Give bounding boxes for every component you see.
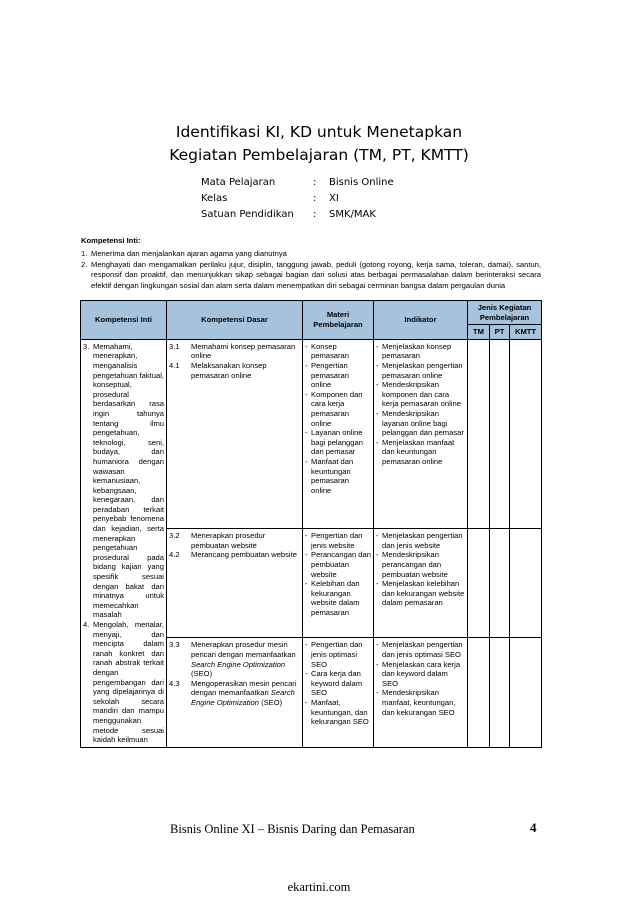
materi-item: - Pengertian pemasaran online <box>305 361 371 390</box>
indikator-text: Mendeskripsikan komponen dan cara kerja pemasaran online <box>382 380 461 409</box>
indikator-item: - Menjelaskan konsep pemasaran <box>376 342 465 361</box>
materi-text: Perancangan dan pembuatan website <box>311 550 371 579</box>
subject-meta <box>201 175 394 223</box>
materi-text: Manfaat, keuntungan, dan kekurangan SEO <box>311 698 369 727</box>
materi-item: - Manfaat dan keuntungan pemasaran online <box>305 457 371 495</box>
table-row <box>81 339 542 529</box>
kd-cell <box>167 529 303 638</box>
materi-text: Kelebihan dan kekurangan website dalam pemasaran <box>311 579 360 618</box>
materi-cell <box>303 638 374 747</box>
indikator-text: Menjelaskan konsep pemasaran <box>382 341 452 361</box>
title-line-2: Kegiatan Pembelajaran (TM, PT, KMTT) <box>169 146 469 164</box>
materi-cell <box>303 529 374 638</box>
indikator-item: - Menjelaskan pengertian pemasaran online <box>376 361 465 380</box>
ki-heading: Kompetensi Inti: <box>81 236 141 245</box>
kd-number: 4.3 <box>169 678 180 688</box>
kd-text: Memahami konsep pemasaran online <box>191 341 296 361</box>
indikator-item: - Menjelaskan kelebihan dan kekurangan website dalam pemasaran <box>376 579 465 608</box>
ki-cell-number: 3. <box>83 341 90 351</box>
kd-number: 4.1 <box>169 360 180 370</box>
materi-item: - Pengertian dan jenis optimasi SEO <box>305 640 371 669</box>
meta-value: SMK/MAK <box>329 209 376 220</box>
indikator-cell <box>374 638 468 747</box>
materi-text: Konsep pemasaran <box>311 341 349 361</box>
ki-item-text: Menerima dan menjalankan ajaran agama yang dianutnya <box>91 249 287 259</box>
kd-item <box>169 550 300 560</box>
indikator-text: Menjelaskan manfaat dan keuntungan pemasaran online <box>382 437 455 466</box>
kd-text: Merancang pembuatan website <box>191 550 297 560</box>
indikator-text: Menjelaskan pengertian pemasaran online <box>382 360 463 380</box>
table-body <box>81 339 542 747</box>
pt-cell <box>490 339 510 529</box>
indikator-text: Mendeskripsikan manfaat, keuntungan, dan kekurangan SEO <box>382 688 456 717</box>
tm-cell <box>468 529 490 638</box>
kd-text: Menerapkan prosedur pembuatan website <box>191 531 266 550</box>
kd-text: Melaksanakan konsep pemasaran online <box>191 360 267 380</box>
tm-cell <box>468 638 490 747</box>
kd-text: Mengoperasikan mesin pencari dengan memanfaatkan Search Engine Optimization (SEO) <box>191 678 297 708</box>
materi-text: Pengertian pemasaran online <box>311 360 349 390</box>
page-number: 4 <box>530 820 537 835</box>
kmtt-cell <box>510 339 542 529</box>
materi-item: - Pengertian dan jenis website <box>305 531 371 550</box>
meta-value: Bisnis Online <box>329 177 394 188</box>
kd-cell <box>167 339 303 529</box>
pt-cell <box>490 638 510 747</box>
materi-item: - Konsep pemasaran <box>305 342 371 361</box>
header-tm: TM <box>468 325 490 340</box>
ki-item-number: 1. <box>81 249 88 259</box>
header-kompetensi-dasar: Kompetensi Dasar <box>167 301 303 340</box>
materi-text: Pengertian dan jenis optimasi SEO <box>311 640 363 669</box>
materi-item: - Cara kerja dan keyword dalam SEO <box>305 669 371 698</box>
meta-sep: : <box>313 177 317 188</box>
kd-number: 4.2 <box>169 550 180 560</box>
meta-key: Satuan Pendidikan <box>201 209 294 220</box>
indikator-cell <box>374 339 468 529</box>
indikator-item: - Mendeskripsikan manfaat, keuntungan, dan kekurangan SEO <box>376 688 465 717</box>
pt-cell <box>490 529 510 638</box>
materi-text: Pengertian dan jenis website <box>311 531 363 550</box>
materi-cell <box>303 339 374 529</box>
header-pt: PT <box>490 325 510 340</box>
meta-sep: : <box>313 193 317 204</box>
materi-text: Komponen dan cara kerja pemasaran online <box>311 389 363 428</box>
site-name: ekartini.com <box>287 880 351 894</box>
ki-item <box>81 260 541 291</box>
materi-item: - Perancangan dan pembuatan website <box>305 550 371 579</box>
ki-item-text: Menghayati dan mengamalkan perilaku jujur, disiplin, tanggung jawab, peduli (gotong royong, kerja sama, toleran, damai), santun, responsif dan proaktif, dan menunjukkan sikap sebagai bagian dari solusi atas berbagai permasalahan dalam berinteraksi secara efektif dengan lingkungan sosial dan alam serta dalam menempatkan diri sebagai cerminan bangsa dalam pergaulan dunia <box>91 259 541 290</box>
indikator-cell <box>374 529 468 638</box>
materi-text: Cara kerja dan keyword dalam SEO <box>311 669 363 698</box>
kd-number: 3.3 <box>169 640 180 650</box>
meta-row <box>201 175 394 191</box>
materi-item: - Manfaat, keuntungan, dan kekurangan SEO <box>305 698 371 727</box>
materi-text: Manfaat dan keuntungan pemasaran online <box>311 456 354 495</box>
header-jenis-kegiatan: Jenis Kegiatan Pembelajaran <box>468 301 542 325</box>
ki-cell <box>81 339 167 747</box>
indikator-item: - Menjelaskan pengertian dan jenis optimasi SEO <box>376 640 465 659</box>
indikator-item: - Mendeskripsikan komponen dan cara kerja pemasaran online <box>376 380 465 409</box>
indikator-item: - Menjelaskan pengertian dan jenis website <box>376 531 465 550</box>
header-indikator: Indikator <box>374 301 468 340</box>
tm-cell <box>468 339 490 529</box>
ki-cell-text: Memahami, menerapkan, menganalisis pengetahuan faktual, konseptual, prosedural berdasarkan rasa ingin tahunya tentang ilmu pengetahuan, teknologi, seni, budaya, dan humaniora dengan wawasan kemanusiaan, kebangsaan, kenegaraan, dan peradaban terkait penyebab fenomena dan kejadian, serta menerapkan pengetahuan prosedural pada bidang kajian yang spesifik sesuai dengan bakat dan minatnya untuk memecahkan masalah <box>93 341 164 620</box>
meta-key: Mata Pelajaran <box>201 177 276 188</box>
ki-item <box>81 249 541 259</box>
footer-text: Bisnis Online XI – Bisnis Daring dan Pemasaran <box>170 822 415 836</box>
kd-text: Menerapkan prosedur mesin pencari dengan memanfaatkan Search Engine Optimization (SEO) <box>191 640 296 679</box>
kd-item <box>169 361 300 380</box>
kompetensi-inti-section <box>81 236 541 291</box>
indikator-text: Menjelaskan pengertian dan jenis website <box>382 531 463 550</box>
kmtt-cell <box>510 529 542 638</box>
title-line-1: Identifikasi KI, KD untuk Menetapkan <box>175 123 463 141</box>
materi-text: Layanan online bagi pelanggan dan pemasar <box>311 428 363 457</box>
ki-cell-number: 4. <box>83 620 90 629</box>
materi-item: - Kelebihan dan kekurangan website dalam pemasaran <box>305 579 371 617</box>
indikator-text: Menjelaskan cara kerja dan keyword dalam SEO <box>382 659 461 688</box>
kd-item <box>169 640 300 678</box>
materi-item: - Komponen dan cara kerja pemasaran online <box>305 390 371 428</box>
materi-item: - Layanan online bagi pelanggan dan pemasar <box>305 428 371 457</box>
ki-cell-item <box>83 620 164 745</box>
indikator-text: Mendeskripsikan layanan online bagi pelanggan dan pemasar <box>382 408 464 438</box>
indikator-item: - Menjelaskan cara kerja dan keyword dalam SEO <box>376 660 465 689</box>
header-materi: Materi Pembelajaran <box>303 301 374 340</box>
meta-row <box>201 207 394 223</box>
indikator-item: - Mendeskripsikan layanan online bagi pelanggan dan pemasar <box>376 408 464 438</box>
meta-key: Kelas <box>201 193 228 204</box>
meta-row <box>201 191 394 207</box>
kd-cell <box>167 638 303 747</box>
page-title <box>0 121 638 167</box>
header-kmtt: KMTT <box>510 325 542 340</box>
ki-cell-item <box>83 342 164 620</box>
indikator-item: - Mendeskripsikan perancangan dan pembuatan website <box>376 550 465 579</box>
indikator-text: Mendeskripsikan perancangan dan pembuatan website <box>382 550 448 579</box>
indikator-text: Menjelaskan kelebihan dan kekurangan website dalam pemasaran <box>382 579 465 608</box>
ki-cell-text: Mengolah, menalar, menyaji, dan mencipta dalam ranah konkret dan ranah abstrak terkait dengan pengembangan dari yang dipelajarinya di sekolah secara mandiri dan mampu menggunakan metode sesuai kaidah keilmuan <box>93 620 164 745</box>
kompetensi-table <box>80 300 542 748</box>
kd-number: 3.1 <box>169 341 180 351</box>
kd-item <box>169 679 300 708</box>
indikator-item: - Menjelaskan manfaat dan keuntungan pemasaran online <box>376 438 465 467</box>
header-kompetensi-inti: Kompetensi Inti <box>81 301 167 340</box>
kmtt-cell <box>510 638 542 747</box>
meta-value: XI <box>329 193 339 204</box>
ki-item-number: 2. <box>81 259 88 269</box>
meta-sep: : <box>313 209 317 220</box>
kd-item <box>169 531 300 550</box>
kd-number: 3.2 <box>169 531 180 541</box>
indikator-text: Menjelaskan pengertian dan jenis optimasi SEO <box>382 640 463 660</box>
kd-item <box>169 342 300 361</box>
